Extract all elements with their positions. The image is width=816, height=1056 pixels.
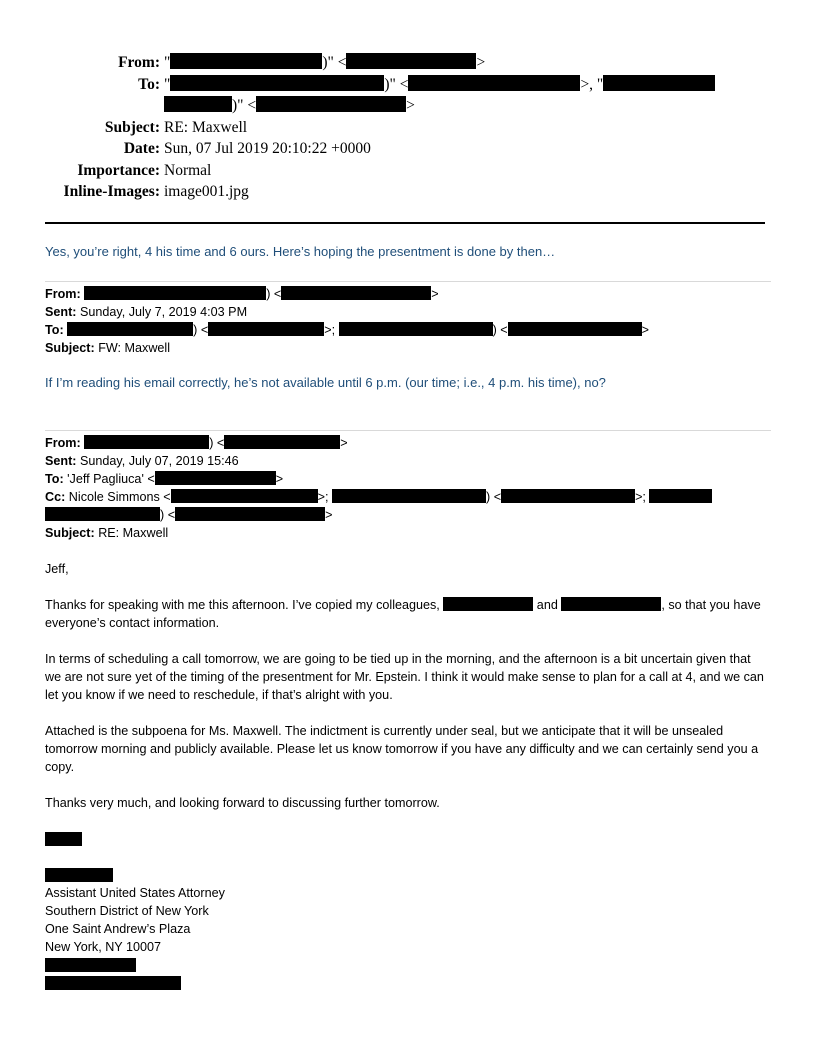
redaction: [67, 322, 193, 336]
redaction: [332, 489, 486, 503]
signature-city: New York, NY 10007: [45, 940, 161, 954]
redaction: [208, 322, 324, 336]
inline-images-label: Inline-Images:: [63, 183, 160, 200]
redaction: [170, 75, 384, 91]
inline-images-value: image001.jpg: [164, 183, 249, 200]
forward-header: [45, 285, 649, 357]
forward-to-row: To: ) < >; ) < >: [45, 323, 649, 337]
original-cc-row-cont: ) < >: [45, 506, 712, 524]
importance-label: Importance:: [77, 161, 160, 179]
header-date-row: [0, 139, 816, 161]
redaction: [224, 435, 340, 449]
paragraph-3: Attached is the subpoena for Ms. Maxwell. The indictment is currently under seal, but we anticipate that it will be unsealed tomorrow morning and publicly available. Please let us know tomorrow if you have any difficulty and we can certainly send you a copy.: [45, 724, 759, 774]
message-separator: [45, 430, 771, 431]
from-label: From:: [118, 54, 160, 71]
paragraph-1: Thanks for speaking with me this afternoon. I’ve copied my colleagues, and , so that you have everyone’s contact information.: [45, 598, 761, 630]
redaction: [281, 286, 431, 300]
forward-subject-row: Subject: FW: Maxwell: [45, 341, 171, 355]
to-label: To:: [138, 75, 160, 93]
from-value: " )" < >: [164, 54, 486, 71]
redaction: [408, 75, 580, 91]
forward-sent-row: Sent: Sunday, July 7, 2019 4:03 PM: [45, 305, 248, 319]
redaction: [256, 96, 406, 112]
original-subject-row: Subject: RE: Maxwell: [45, 526, 169, 540]
importance-value: Normal: [164, 161, 212, 179]
subject-value: RE: Maxwell: [164, 118, 248, 136]
header-inline-images-row: [0, 182, 816, 204]
paragraph-2: In terms of scheduling a call tomorrow, we are going to be tied up in the morning, and the afternoon is a bit uncertain given that we are not sure yet of the timing of the presentment for Mr. Epstein. I think it would make sense to plan for a call at 4, and we can let you know if we need to reschedule, if that’s alright with you.: [45, 652, 764, 702]
paragraph-4: Thanks very much, and looking forward to discussing further tomorrow.: [45, 796, 440, 810]
redaction: [155, 471, 276, 485]
greeting: Jeff,: [45, 562, 69, 576]
original-header: [45, 434, 712, 542]
header-to-row-cont: [0, 96, 816, 118]
redaction: [346, 53, 476, 69]
to-value: " )" < >, ": [164, 75, 715, 95]
original-from-row: From: ) < >: [45, 436, 348, 450]
header-to-row: [0, 75, 816, 97]
redaction: [649, 489, 712, 503]
signature-title: Assistant United States Attorney: [45, 886, 225, 900]
redaction: [339, 322, 493, 336]
redacted-phone: [45, 958, 136, 972]
signature-office: Southern District of New York: [45, 904, 209, 918]
original-cc-row: Cc: Nicole Simmons < >; ) < >;: [45, 488, 712, 506]
date-value: Sun, 07 Jul 2019 20:10:22 +0000: [164, 140, 371, 157]
redaction: [84, 435, 209, 449]
header-importance-row: [0, 161, 816, 183]
date-label: Date:: [123, 140, 160, 157]
message-separator: [45, 281, 771, 282]
redacted-signoff: [45, 832, 82, 846]
original-to-row: To: 'Jeff Pagliuca' < >: [45, 472, 284, 486]
redaction: [508, 322, 642, 336]
redaction: [164, 96, 232, 112]
redaction: [171, 489, 318, 503]
subject-label: Subject:: [104, 118, 160, 136]
signature-block: [45, 884, 225, 956]
to-value-cont: )" < >: [164, 96, 415, 116]
redaction: [603, 75, 715, 91]
forward-body-text: If I’m reading his email correctly, he’s not available until 6 p.m. (our time; i.e., 4 p.m. his time), no?: [45, 375, 606, 390]
redaction: [84, 286, 266, 300]
header-subject-row: [0, 118, 816, 140]
redaction: [45, 507, 160, 521]
header-from-row: [0, 53, 816, 75]
forward-from-row: From: ) < >: [45, 287, 439, 301]
redaction: [175, 507, 325, 521]
email-header: [0, 53, 816, 204]
redacted-email: [45, 976, 181, 990]
redaction: [501, 489, 635, 503]
original-sent-row: Sent: Sunday, July 07, 2019 15:46: [45, 454, 239, 468]
redaction: [170, 53, 322, 69]
redaction: [561, 597, 661, 611]
redaction: [443, 597, 533, 611]
signature-street: One Saint Andrew’s Plaza: [45, 922, 191, 936]
header-divider: [45, 222, 765, 224]
reply-text: Yes, you’re right, 4 his time and 6 ours. Here’s hoping the presentment is done by then…: [45, 244, 556, 259]
redacted-signer-name: [45, 868, 113, 882]
